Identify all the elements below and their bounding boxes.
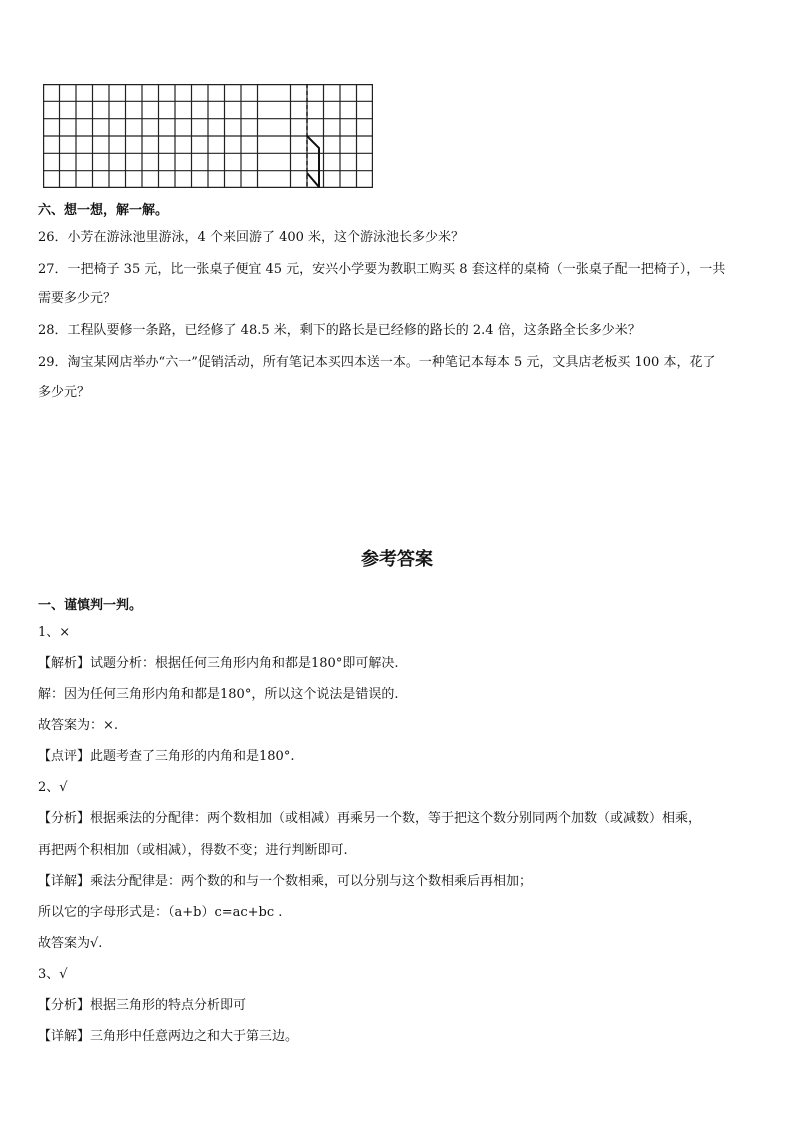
answer-3-detail: 【详解】三角形中任意两边之和大于第三边。: [38, 1029, 299, 1044]
answers-section-1-heading: 一、谨慎判一判。: [38, 598, 143, 613]
answer-1-solution: 解：因为任何三角形内角和都是180°，所以这个说法是错误的.: [38, 687, 399, 702]
answer-1-final: 故答案为：×.: [38, 718, 119, 733]
question-26: 26．小芳在游泳池里游泳，4 个来回游了 400 米，这个游泳池长多少米？: [38, 230, 465, 245]
answer-2-analysis-line2: 再把两个积相加（或相减），得数不变；进行判断即可.: [38, 843, 348, 858]
answer-1: 1、×: [38, 625, 71, 640]
answer-2-analysis-line1: 【分析】根据乘法的分配律：两个数相加（或相减）再乘另一个数，等于把这个数分别同两个加数（或减数）相乘，: [38, 811, 702, 826]
question-27-line1: 27．一把椅子 35 元，比一张桌子便宜 45 元，安兴小学要为教职工购买 8 套这样的桌椅（一张桌子配一把椅子），一共: [38, 262, 726, 277]
answer-2-detail: 【详解】乘法分配律是：两个数的和与一个数相乘，可以分别与这个数相乘后再相加；: [38, 874, 533, 889]
question-27-line2: 需要多少元？: [38, 291, 117, 306]
answer-3-analysis: 【分析】根据三角形的特点分析即可: [38, 998, 247, 1013]
question-29-line2: 多少元？: [38, 385, 91, 400]
square-grid-figure: [43, 84, 373, 188]
question-28: 28．工程队要修一条路，已经修了 48.5 米，剩下的路长是已经修的路长的 2.4 倍，这条路全长多少米？: [38, 323, 641, 338]
answers-title: 参考答案: [361, 549, 433, 570]
grid-svg: [43, 84, 373, 188]
figure-shape: [307, 136, 319, 187]
question-29-line1: 29．淘宝某网店举办“六一”促销活动，所有笔记本买四本送一本。一种笔记本每本 5 元，文具店老板买 100 本，花了: [38, 355, 716, 370]
answer-2: 2、√: [38, 780, 68, 795]
answer-1-analysis: 【解析】试题分析：根据任何三角形内角和都是180°即可解决.: [38, 656, 399, 671]
section-6-heading: 六、想一想，解一解。: [38, 203, 169, 218]
answer-2-final: 故答案为√.: [38, 936, 103, 951]
answer-2-formula: 所以它的字母形式是：（a+b）c=ac+bc .: [38, 905, 283, 920]
answer-1-comment: 【点评】此题考查了三角形的内角和是180°.: [38, 749, 295, 764]
answer-3: 3、√: [38, 967, 68, 982]
